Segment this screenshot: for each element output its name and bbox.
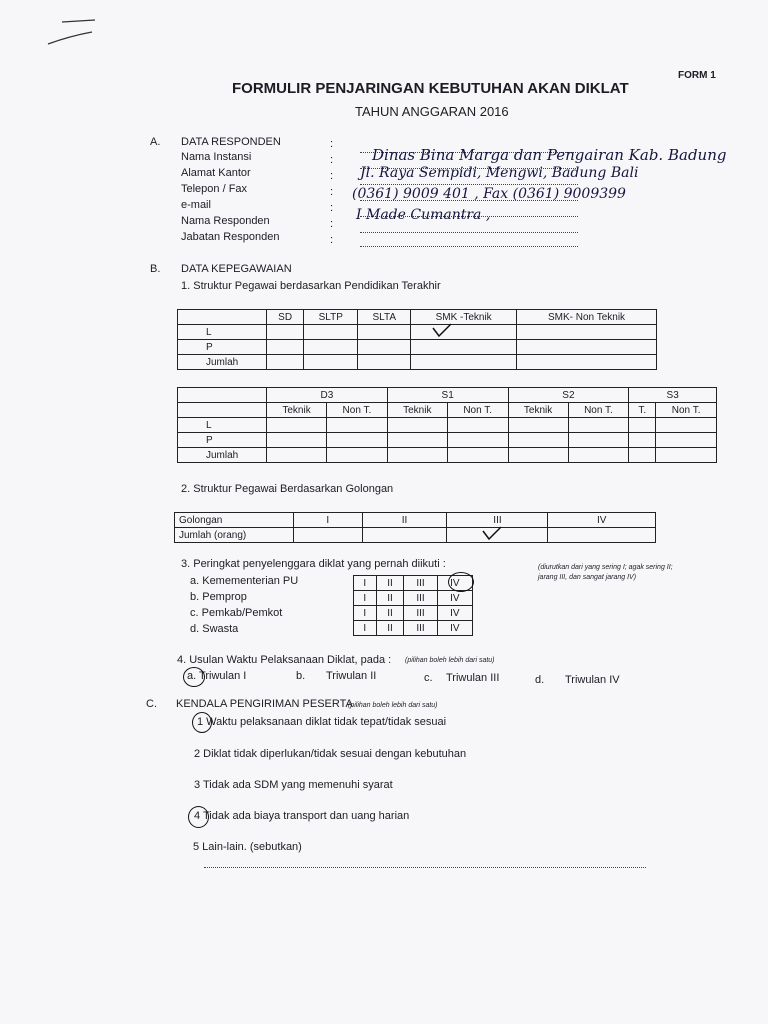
sub-header: Non T. xyxy=(447,403,508,418)
circled-mark xyxy=(188,806,209,828)
item-4-note: (pilihan boleh lebih dari satu) xyxy=(405,657,495,664)
colon: : xyxy=(330,170,334,182)
sub-header: Non T. xyxy=(327,403,388,418)
row-label: Golongan xyxy=(175,513,294,528)
field-alamat-kantor: Alamat Kantor xyxy=(181,167,251,179)
handwritten-responden: I Made Cumantra , xyxy=(356,207,491,223)
rank-cell: III xyxy=(404,621,437,636)
rank-cell: III xyxy=(404,606,437,621)
sub-header: Non T. xyxy=(656,403,717,418)
rank-cell: I xyxy=(354,606,377,621)
quarter-option: a. Triwulan I xyxy=(187,670,247,682)
form-number: FORM 1 xyxy=(678,70,716,81)
section-b-letter: B. xyxy=(150,263,161,275)
col-header: III xyxy=(447,513,548,528)
quarter-option: Triwulan II xyxy=(326,670,377,682)
golongan-table xyxy=(174,512,656,543)
sub-header: T. xyxy=(629,403,656,418)
constraint-item: 4 Tidak ada biaya transport dan uang harian xyxy=(194,810,410,822)
rank-cell: III xyxy=(404,576,437,591)
checkmark-icon xyxy=(431,322,455,338)
handwritten-alamat: Jl. Raya Sempidi, Mengwi, Badung Bali xyxy=(360,165,639,181)
sub-header: Teknik xyxy=(387,403,447,418)
handwritten-instansi: Dinas Bina Marga dan Pengairan Kab. Badung xyxy=(372,146,727,164)
field-email: e-mail xyxy=(181,199,211,211)
provider-label: a. Kemementerian PU xyxy=(190,575,299,587)
item-4-label: 4. Usulan Waktu Pelaksanaan Diklat, pada : xyxy=(177,654,392,666)
constraint-item: 3 Tidak ada SDM yang memenuhi syarat xyxy=(194,779,393,791)
rank-cell: II xyxy=(376,576,404,591)
col-header: SLTA xyxy=(358,310,411,325)
constraint-item: 1 Waktu pelaksanaan diklat tidak tepat/tidak sesuai xyxy=(197,716,447,728)
rank-cell: I xyxy=(354,591,377,606)
col-header: II xyxy=(362,513,447,528)
group-header: S3 xyxy=(629,388,717,403)
item-1-label: 1. Struktur Pegawai berdasarkan Pendidikan Terakhir xyxy=(181,280,441,292)
col-header: SMK -Teknik xyxy=(411,310,517,325)
col-header: SD xyxy=(267,310,304,325)
quarter-letter: d. xyxy=(535,674,545,686)
item-2-label: 2. Struktur Pegawai Berdasarkan Golongan xyxy=(181,483,394,495)
colon: : xyxy=(330,202,334,214)
section-a-heading: DATA RESPONDEN xyxy=(181,136,281,148)
form-subtitle: TAHUN ANGGARAN 2016 xyxy=(355,104,509,119)
col-header: I xyxy=(294,513,363,528)
quarter-letter: b. xyxy=(296,670,306,682)
col-header: SLTP xyxy=(304,310,358,325)
colon: : xyxy=(330,234,334,246)
group-header: S2 xyxy=(508,388,629,403)
section-b-heading: DATA KEPEGAWAIAN xyxy=(181,263,292,275)
rank-cell: IV xyxy=(437,621,472,636)
group-header: D3 xyxy=(267,388,388,403)
col-header: SMK- Non Teknik xyxy=(517,310,657,325)
field-telepon-fax: Telepon / Fax xyxy=(181,183,248,195)
section-c-heading: KENDALA PENGIRIMAN PESERTA xyxy=(176,698,353,710)
row-label: P xyxy=(178,340,267,355)
rank-cell: IV xyxy=(437,591,472,606)
field-jabatan-responden: Jabatan Responden xyxy=(181,231,280,243)
rank-cell: IV xyxy=(437,606,472,621)
section-a-letter: A. xyxy=(150,136,161,148)
quarter-letter: c. xyxy=(424,672,433,684)
rank-cell: IV xyxy=(437,576,472,591)
circled-mark xyxy=(448,572,474,592)
rank-cell: II xyxy=(376,591,404,606)
quarter-option: Triwulan III xyxy=(446,672,500,684)
quarter-option: Triwulan IV xyxy=(565,674,620,686)
row-label: Jumlah (orang) xyxy=(175,528,294,543)
rank-cell: I xyxy=(354,621,377,636)
education-table-2 xyxy=(177,387,717,463)
circled-mark xyxy=(183,667,205,687)
handwritten-telepon: (0361) 9009 401 , Fax (0361) 9009399 xyxy=(352,186,626,202)
colon: : xyxy=(330,154,334,166)
constraint-item: 2 Diklat tidak diperlukan/tidak sesuai dengan kebutuhan xyxy=(194,748,467,760)
section-c-letter: C. xyxy=(146,698,157,710)
item-3-note: (diurutkan dari yang sering I; agak sering II; jarang III, dan sangat jarang IV) xyxy=(538,564,673,581)
field-nama-instansi: Nama Instansi xyxy=(181,151,252,163)
rank-cell: III xyxy=(404,591,437,606)
col-header: IV xyxy=(548,513,656,528)
row-label: P xyxy=(178,433,267,448)
provider-label: b. Pemprop xyxy=(190,591,247,603)
sub-header: Teknik xyxy=(508,403,568,418)
education-table-1 xyxy=(177,309,657,370)
sub-header: Teknik xyxy=(267,403,327,418)
circled-mark xyxy=(192,712,212,733)
form-title: FORMULIR PENJARINGAN KEBUTUHAN AKAN DIKLAT xyxy=(232,80,629,97)
group-header: S1 xyxy=(387,388,508,403)
row-label: L xyxy=(178,418,267,433)
colon: : xyxy=(330,218,334,230)
rank-cell: I xyxy=(354,576,377,591)
field-nama-responden: Nama Responden xyxy=(181,215,270,227)
colon: : xyxy=(330,138,334,150)
row-label: Jumlah xyxy=(178,448,267,463)
checkmark-icon xyxy=(481,525,505,541)
item-3-label: 3. Peringkat penyelenggara diklat yang pernah diikuti : xyxy=(181,558,446,570)
provider-label: d. Swasta xyxy=(190,623,239,635)
row-label: L xyxy=(178,325,267,340)
pen-mark xyxy=(40,14,100,54)
rank-cell: II xyxy=(376,621,404,636)
section-c-note: (pilihan boleh lebih dari satu) xyxy=(348,702,438,709)
row-label: Jumlah xyxy=(178,355,267,370)
colon: : xyxy=(330,186,334,198)
sub-header: Non T. xyxy=(568,403,629,418)
provider-label: c. Pemkab/Pemkot xyxy=(190,607,283,619)
rank-cell: II xyxy=(376,606,404,621)
constraint-item: 5 Lain-lain. (sebutkan) xyxy=(193,841,302,853)
